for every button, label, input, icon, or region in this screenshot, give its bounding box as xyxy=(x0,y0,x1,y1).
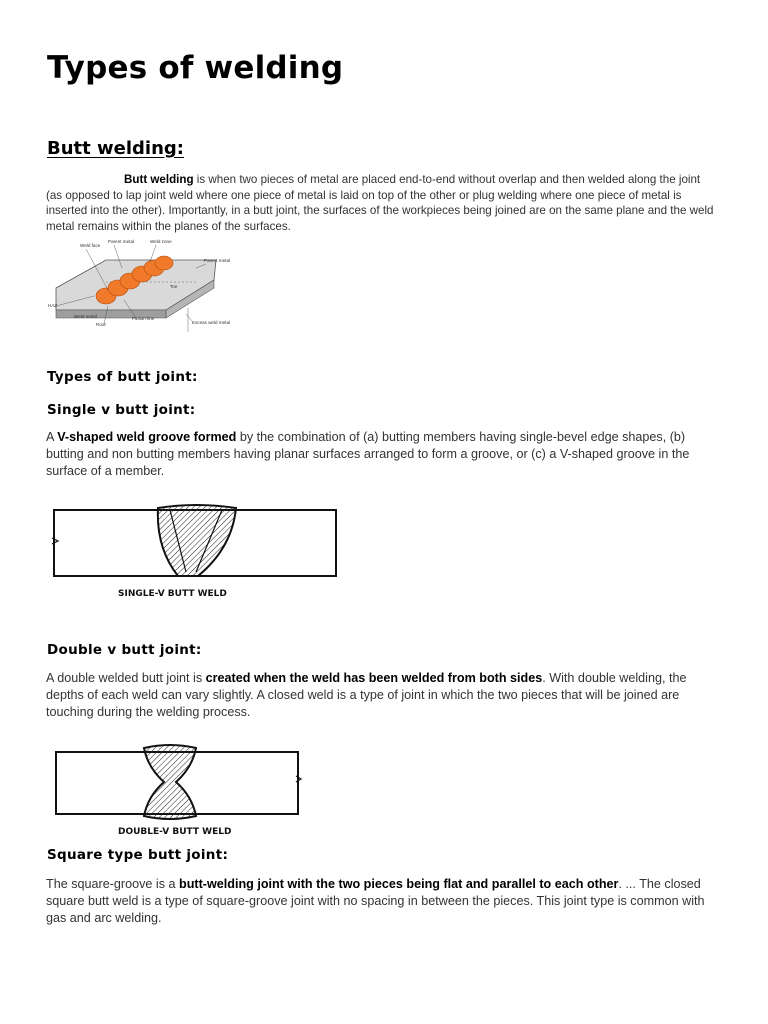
double-v-post: . With double welding, the depths of each weld can vary slightly. A closed weld is a type of joint in which the two pieces that will be joined are touching during the welding process. xyxy=(46,671,687,719)
label-weld-metal: Weld metal xyxy=(74,314,97,319)
document-title: Types of welding xyxy=(47,50,344,86)
double-v-heading: Double v butt joint: xyxy=(47,642,202,658)
butt-welding-bold: Butt welding xyxy=(124,173,194,186)
square-post: . ... The closed square butt weld is a type of square-groove joint with no spacing in between the pieces. This joint type is common with gas and arc welding. xyxy=(46,877,705,925)
single-v-paragraph xyxy=(46,429,716,480)
double-v-diagram xyxy=(46,738,308,838)
types-of-butt-joint-heading: Types of butt joint: xyxy=(47,369,198,385)
single-v-bold: V-shaped weld groove formed xyxy=(57,430,237,444)
square-bold: butt-welding joint with the two pieces being flat and parallel to each other xyxy=(179,877,619,891)
square-heading: Square type butt joint: xyxy=(47,847,229,863)
butt-welding-paragraph xyxy=(46,172,716,234)
single-v-pre: A xyxy=(46,430,58,444)
butt-welding-text: is when two pieces of metal are placed end-to-end without overlap and then welded along the joint (as opposed to lap joint weld where one piece of metal is laid on top of the other or plug welding where one piece of metal is inserted into the other). Importantly, in a butt joint, the surfaces of the workpieces being joined are on the same plane and the weld metal remains within the planes of the surfaces. xyxy=(46,173,714,233)
double-v-pre: A double welded butt joint is xyxy=(46,671,206,685)
label-parent-metal-right: Parent metal xyxy=(204,258,231,263)
label-excess-weld-metal: Excess weld metal xyxy=(192,320,231,325)
double-v-bold: created when the weld has been welded from both sides xyxy=(205,671,543,685)
butt-weld-diagram xyxy=(46,238,246,332)
single-v-post: by the combination of (a) butting members having single-bevel edge shapes, (b) butting and non butting members having planar surfaces arranged to form a groove, or (c) a V-shaped groove in the surface of a member. xyxy=(46,430,690,478)
label-fusion-line: Fusion line xyxy=(132,316,155,321)
label-parent-metal-top: Parent metal xyxy=(108,239,135,244)
butt-weld-figure xyxy=(46,238,246,332)
single-v-diagram xyxy=(46,496,346,606)
double-v-caption: DOUBLE-V BUTT WELD xyxy=(118,827,232,837)
label-weld-zone: Weld zone xyxy=(150,239,172,244)
butt-welding-heading: Butt welding: xyxy=(47,138,184,159)
label-weld-face: Weld face xyxy=(80,243,101,248)
square-paragraph xyxy=(46,876,716,927)
single-v-figure xyxy=(46,496,346,606)
label-root: Root xyxy=(96,322,106,327)
single-v-caption: SINGLE-V BUTT WELD xyxy=(118,589,227,599)
double-v-figure xyxy=(46,738,308,838)
double-v-paragraph xyxy=(46,670,716,721)
square-pre: The square-groove is a xyxy=(46,877,180,891)
label-haz: HAZ xyxy=(48,303,58,308)
single-v-heading: Single v butt joint: xyxy=(47,402,196,418)
label-toe: Toe xyxy=(170,284,178,289)
